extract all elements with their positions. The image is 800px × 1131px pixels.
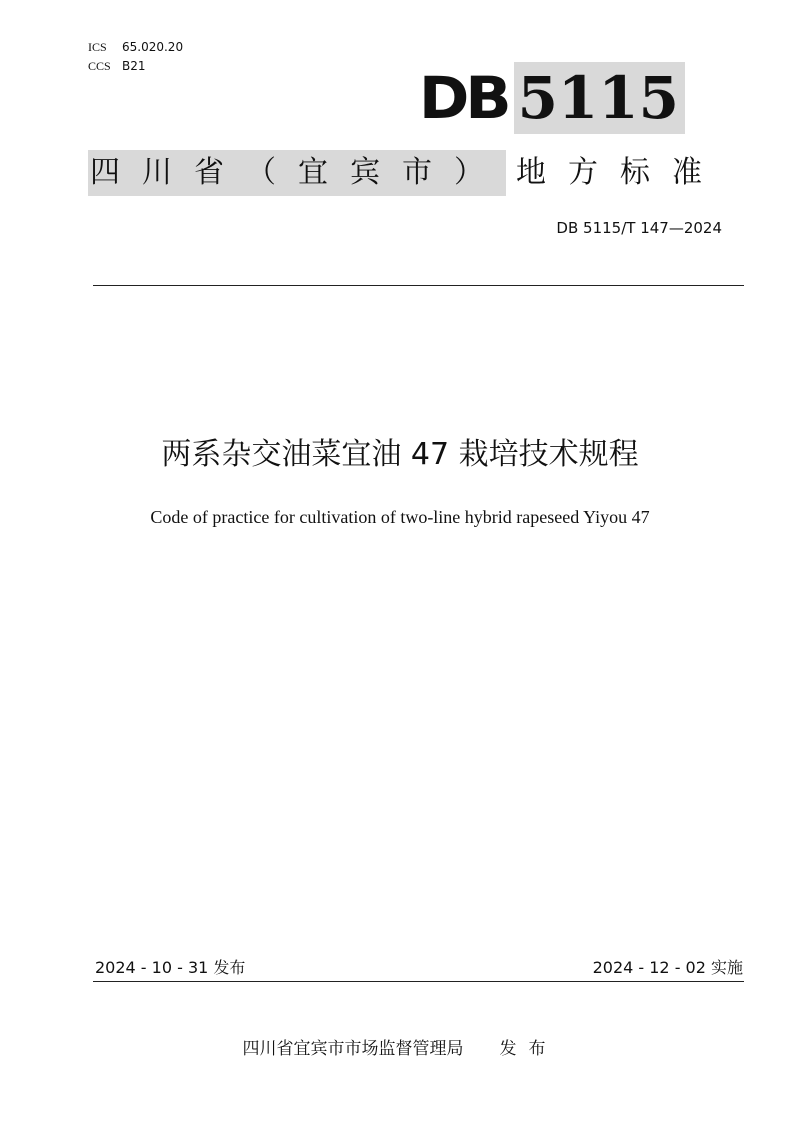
implementation-date: 2024 - 12 - 02 实施 <box>592 958 743 977</box>
issuer <box>0 1034 800 1059</box>
ics-label: ICS <box>88 40 107 54</box>
db-number: 5115 <box>514 62 685 134</box>
standard-type: 地方标准 <box>516 155 724 190</box>
ccs-label: CCS <box>88 59 111 73</box>
issuer-name: 四川省宜宾市市场监督管理局 <box>242 1039 464 1059</box>
issuer-action: 发布 <box>499 1039 558 1059</box>
ccs-value: B21 <box>122 59 146 73</box>
ics-value: 65.020.20 <box>122 40 184 54</box>
ccs-line <box>88 59 146 73</box>
db-letters: DB <box>419 64 508 132</box>
ics-line <box>88 40 183 54</box>
issue-date: 2024 - 10 - 31 发布 <box>95 958 246 977</box>
db-mark <box>421 62 685 134</box>
bottom-divider <box>93 981 744 982</box>
standard-code: DB 5115/T 147—2024 <box>556 219 722 237</box>
document-title-english: Code of practice for cultivation of two-line hybrid rapeseed Yiyou 47 <box>150 507 650 527</box>
standard-banner <box>88 150 724 196</box>
province-name: 四川省（宜宾市） <box>88 150 506 196</box>
top-divider <box>93 285 744 286</box>
document-title: 两系杂交油菜宜油 47 栽培技术规程 <box>161 437 639 472</box>
